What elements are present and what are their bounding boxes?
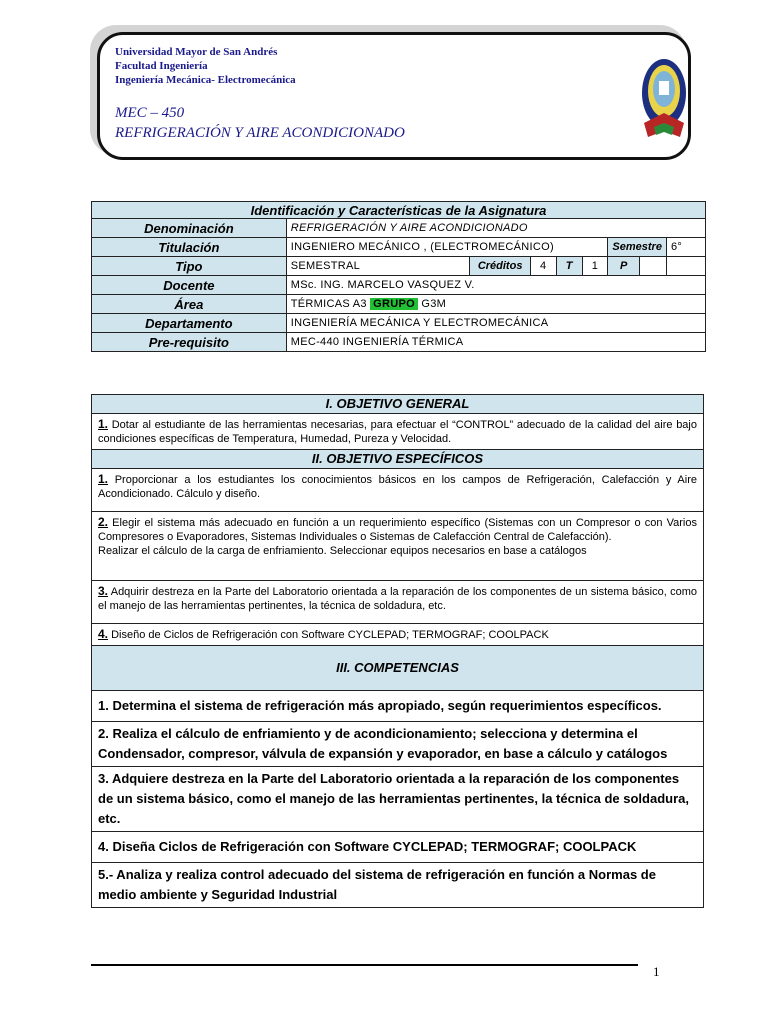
specific-objective-extra: Realizar el cálculo de la carga de enfriamiento. Seleccionar equipos necesarios en base a catálogos <box>98 545 587 557</box>
specific-objective-text: Proporcionar a los estudiantes los conocimientos básicos en los campos de Refrigeración, Calefacción y Aire Acondicionado. Cálculo y diseño. <box>98 474 697 500</box>
general-objective-title: I. OBJETIVO GENERAL <box>92 395 704 414</box>
page-number: 1 <box>653 964 660 979</box>
docente-label: Docente <box>92 276 287 295</box>
specific-objective-text: Elegir el sistema más adecuado en función a un requerimiento específico (Sistemas con un Compresor o con Varios Compresores o Evaporadores, Sistemas Individuales o Sistemas de Calefacción Central de Calefacción). <box>98 517 697 543</box>
general-objective-cell <box>92 414 704 450</box>
titulacion-value: INGENIERO MECÁNICO , (ELECTROMECÁNICO) <box>286 238 608 257</box>
specific-objective-text: Adquirir destreza en la Parte del Laboratorio orientada a la reparación de los componentes de un sistema básico, como el manejo de las herramientas pertinentes, la técnica de soldadura, etc. <box>98 586 697 612</box>
tipo-spacer <box>666 257 705 276</box>
competencies-title: III. COMPETENCIAS <box>92 646 704 691</box>
tipo-value: SEMESTRAL <box>286 257 470 276</box>
institution-block <box>115 45 296 87</box>
faculty-name: Facultad Ingeniería <box>115 60 208 72</box>
identification-title: Identificación y Características de la Asignatura <box>92 202 706 219</box>
area-value: TÉRMICAS A3 <box>290 298 367 310</box>
course-name: REFRIGERACIÓN Y AIRE ACONDICIONADO <box>115 125 405 141</box>
creditos-value: 4 <box>530 257 556 276</box>
specific-objective-text: Diseño de Ciclos de Refrigeración con Software CYCLEPAD; TERMOGRAF; COOLPACK <box>108 629 549 641</box>
semestre-label: Semestre <box>608 238 667 257</box>
grupo-label: GRUPO <box>370 298 418 310</box>
p-value <box>640 257 667 276</box>
departamento-value: INGENIERÍA MECÁNICA Y ELECTROMECÁNICA <box>286 314 705 333</box>
grupo-value: G3M <box>421 298 447 310</box>
titulacion-label: Titulación <box>92 238 287 257</box>
university-name: Universidad Mayor de San Andrés <box>115 46 278 58</box>
specific-objective-number: 3. <box>98 584 109 598</box>
competency-4: 4. Diseña Ciclos de Refrigeración con Software CYCLEPAD; TERMOGRAF; COOLPACK <box>92 832 704 863</box>
prereq-label: Pre-requisito <box>92 333 287 352</box>
header-card <box>97 32 691 160</box>
university-seal-icon <box>640 57 688 143</box>
creditos-label: Créditos <box>470 257 530 276</box>
competency-2: 2. Realiza el cálculo de enfriamiento y de acondicionamiento; selecciona y determina el Condensador, compresor, válvula de expansión y evaporador, en base a cálculo y catálogos <box>92 722 704 767</box>
specific-objectives-title: II. OBJETIVO ESPECÍFICOS <box>92 450 704 469</box>
course-code: MEC – 450 <box>115 105 185 121</box>
denominacion-label: Denominación <box>92 219 287 238</box>
area-label: Área <box>92 295 287 314</box>
specific-objective-number: 2. <box>98 515 109 529</box>
specific-objective-2 <box>92 512 704 581</box>
departamento-label: Departamento <box>92 314 287 333</box>
denominacion-value: REFRIGERACIÓN Y AIRE ACONDICIONADO <box>286 219 705 238</box>
specific-objective-number: 1. <box>98 472 109 486</box>
competency-3: 3. Adquiere destreza en la Parte del Laboratorio orientada a la reparación de los componentes de un sistema básico, como el manejo de las herramientas pertinentes, la técnica de soldadura, etc. <box>92 767 704 832</box>
specific-objective-3 <box>92 581 704 624</box>
identification-table <box>91 201 706 352</box>
docente-value: MSc. ING. MARCELO VASQUEZ V. <box>286 276 705 295</box>
area-cell <box>286 295 705 314</box>
semestre-value: 6° <box>666 238 705 257</box>
competency-1: 1. Determina el sistema de refrigeración más apropiado, según requerimientos específicos. <box>92 691 704 722</box>
t-value: 1 <box>582 257 608 276</box>
p-label: P <box>608 257 640 276</box>
specific-objective-4 <box>92 624 704 646</box>
general-objective-number: 1. <box>98 417 109 431</box>
specific-objective-number: 4. <box>98 627 109 641</box>
tipo-label: Tipo <box>92 257 287 276</box>
prereq-value: MEC-440 INGENIERÍA TÉRMICA <box>286 333 705 352</box>
general-objective-text: Dotar al estudiante de las herramientas necesarias, para efectuar el “CONTROL” adecuado de la calidad del aire bajo condiciones específicas de Temperatura, Humedad, Pureza y Velocidad. <box>98 419 697 445</box>
department-name: Ingeniería Mecánica- Electromecánica <box>115 74 296 86</box>
objectives-table <box>91 394 704 908</box>
footer-divider <box>91 964 638 966</box>
specific-objective-1 <box>92 469 704 512</box>
t-label: T <box>556 257 582 276</box>
competency-5: 5.- Analiza y realiza control adecuado del sistema de refrigeración en función a Normas de medio ambiente y Seguridad Industrial <box>92 863 704 908</box>
